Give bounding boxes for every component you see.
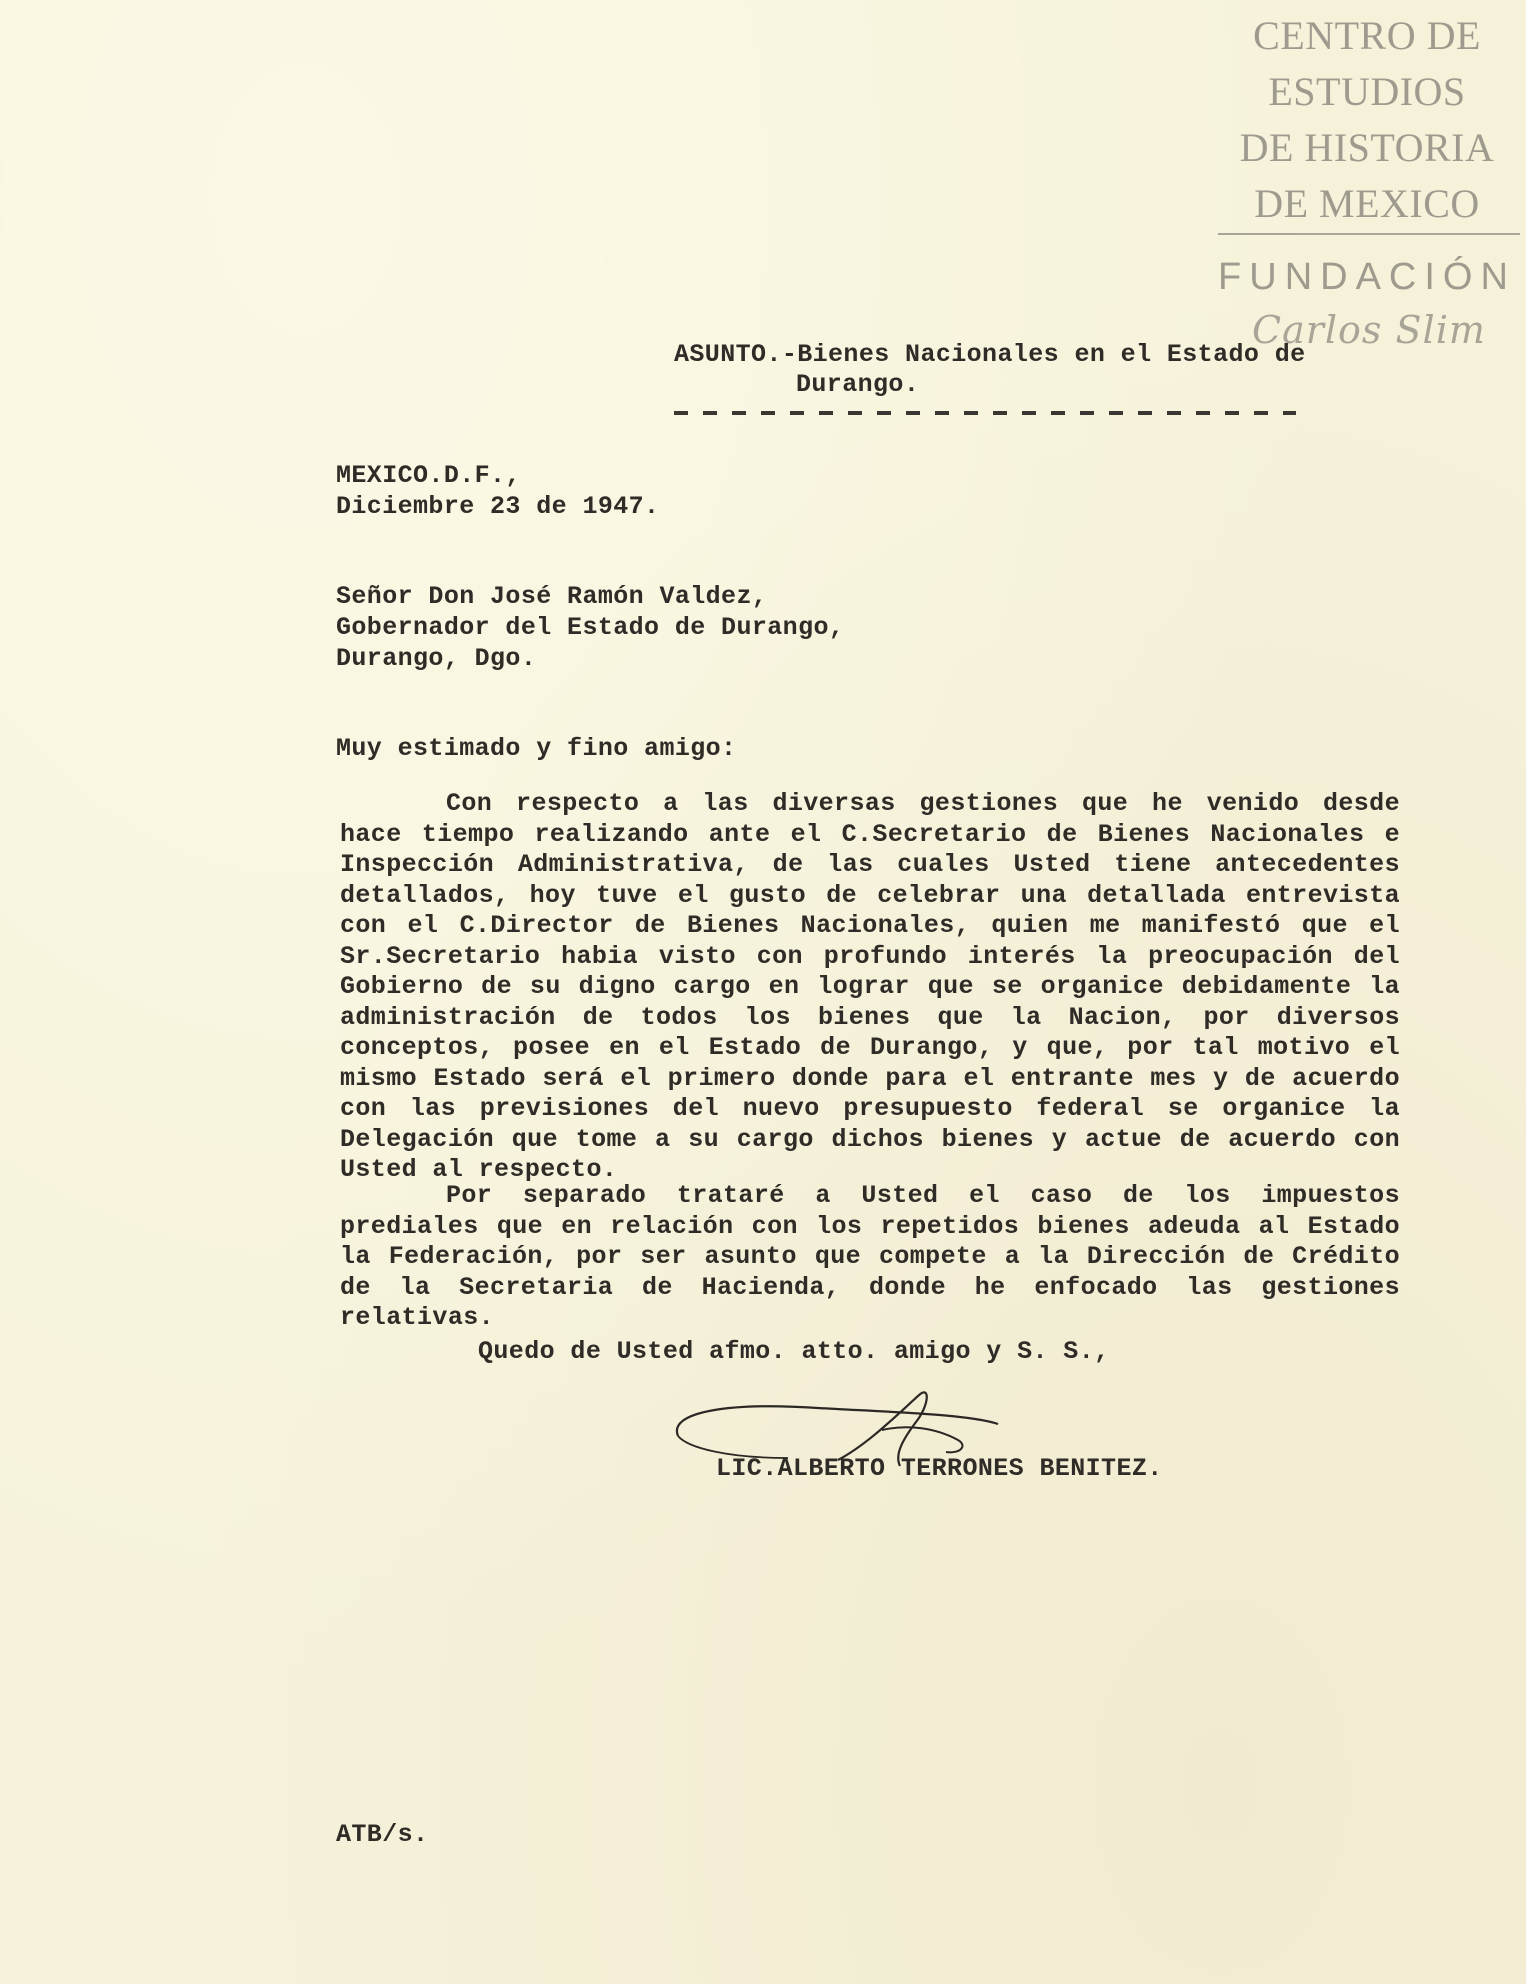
watermark-line-3: DE HISTORIA xyxy=(1239,125,1495,170)
watermark-signature: Carlos Slim xyxy=(1252,308,1486,352)
salutation: Muy estimado y fino amigo: xyxy=(336,734,737,763)
addressee-line-2: Gobernador del Estado de Durango, xyxy=(336,613,845,642)
archive-watermark xyxy=(1212,8,1522,352)
subject-dashed-rule xyxy=(674,411,1296,415)
reference-initials: ATB/s. xyxy=(336,1820,429,1849)
watermark-line-2: ESTUDIOS xyxy=(1268,69,1466,114)
watermark-line-1: CENTRO DE xyxy=(1253,13,1481,58)
watermark-line-4: DE MEXICO xyxy=(1254,181,1480,226)
date: Diciembre 23 de 1947. xyxy=(336,492,660,521)
watermark-divider xyxy=(1218,233,1520,235)
place: MEXICO.D.F., xyxy=(336,461,521,490)
watermark-foundation: FUNDACIÓN xyxy=(1218,256,1516,298)
closing: Quedo de Usted afmo. atto. amigo y S. S., xyxy=(478,1337,1110,1366)
addressee-line-1: Señor Don José Ramón Valdez, xyxy=(336,582,768,611)
signatory-name: LIC.ALBERTO TERRONES BENITEZ. xyxy=(716,1454,1163,1483)
body-paragraph-1: Con respecto a las diversas gestiones que he venido desde hace tiempo realizando ante el C.Secretario de Bienes Nacionales e Inspección Administrativa, de las cuales Usted tiene antecedentes detallados, hoy tuve el gusto de celebrar una detallada entrevista con el C.Director de Bienes Nacionales, quien me manifestó que el Sr.Secretario habia visto con profundo interés la preocupación del Gobierno de su digno cargo en lograr que se organice debidamente la administración de todos los bienes que la Nacion, por diversos conceptos, posee en el Estado de Durango, y que, por tal motivo el mismo Estado será el primero donde para el entrante mes y de acuerdo con las previsiones del nuevo presupuesto federal se organice la Delegación que tome a su cargo dichos bienes y actue de acuerdo con Usted al respecto. xyxy=(340,789,1400,1184)
subject-line-1: ASUNTO.-Bienes Nacionales en el Estado de xyxy=(674,340,1306,369)
body-paragraph-2: Por separado trataré a Usted el caso de los impuestos prediales que en relación con los repetidos bienes adeuda al Estado la Federación, por ser asunto que compete a la Dirección de Crédito de la Secretaria de Hacienda, donde he enfocado las gestiones relativas. xyxy=(340,1181,1400,1332)
subject-line-2: Durango. xyxy=(796,370,920,399)
addressee-line-3: Durango, Dgo. xyxy=(336,644,537,673)
